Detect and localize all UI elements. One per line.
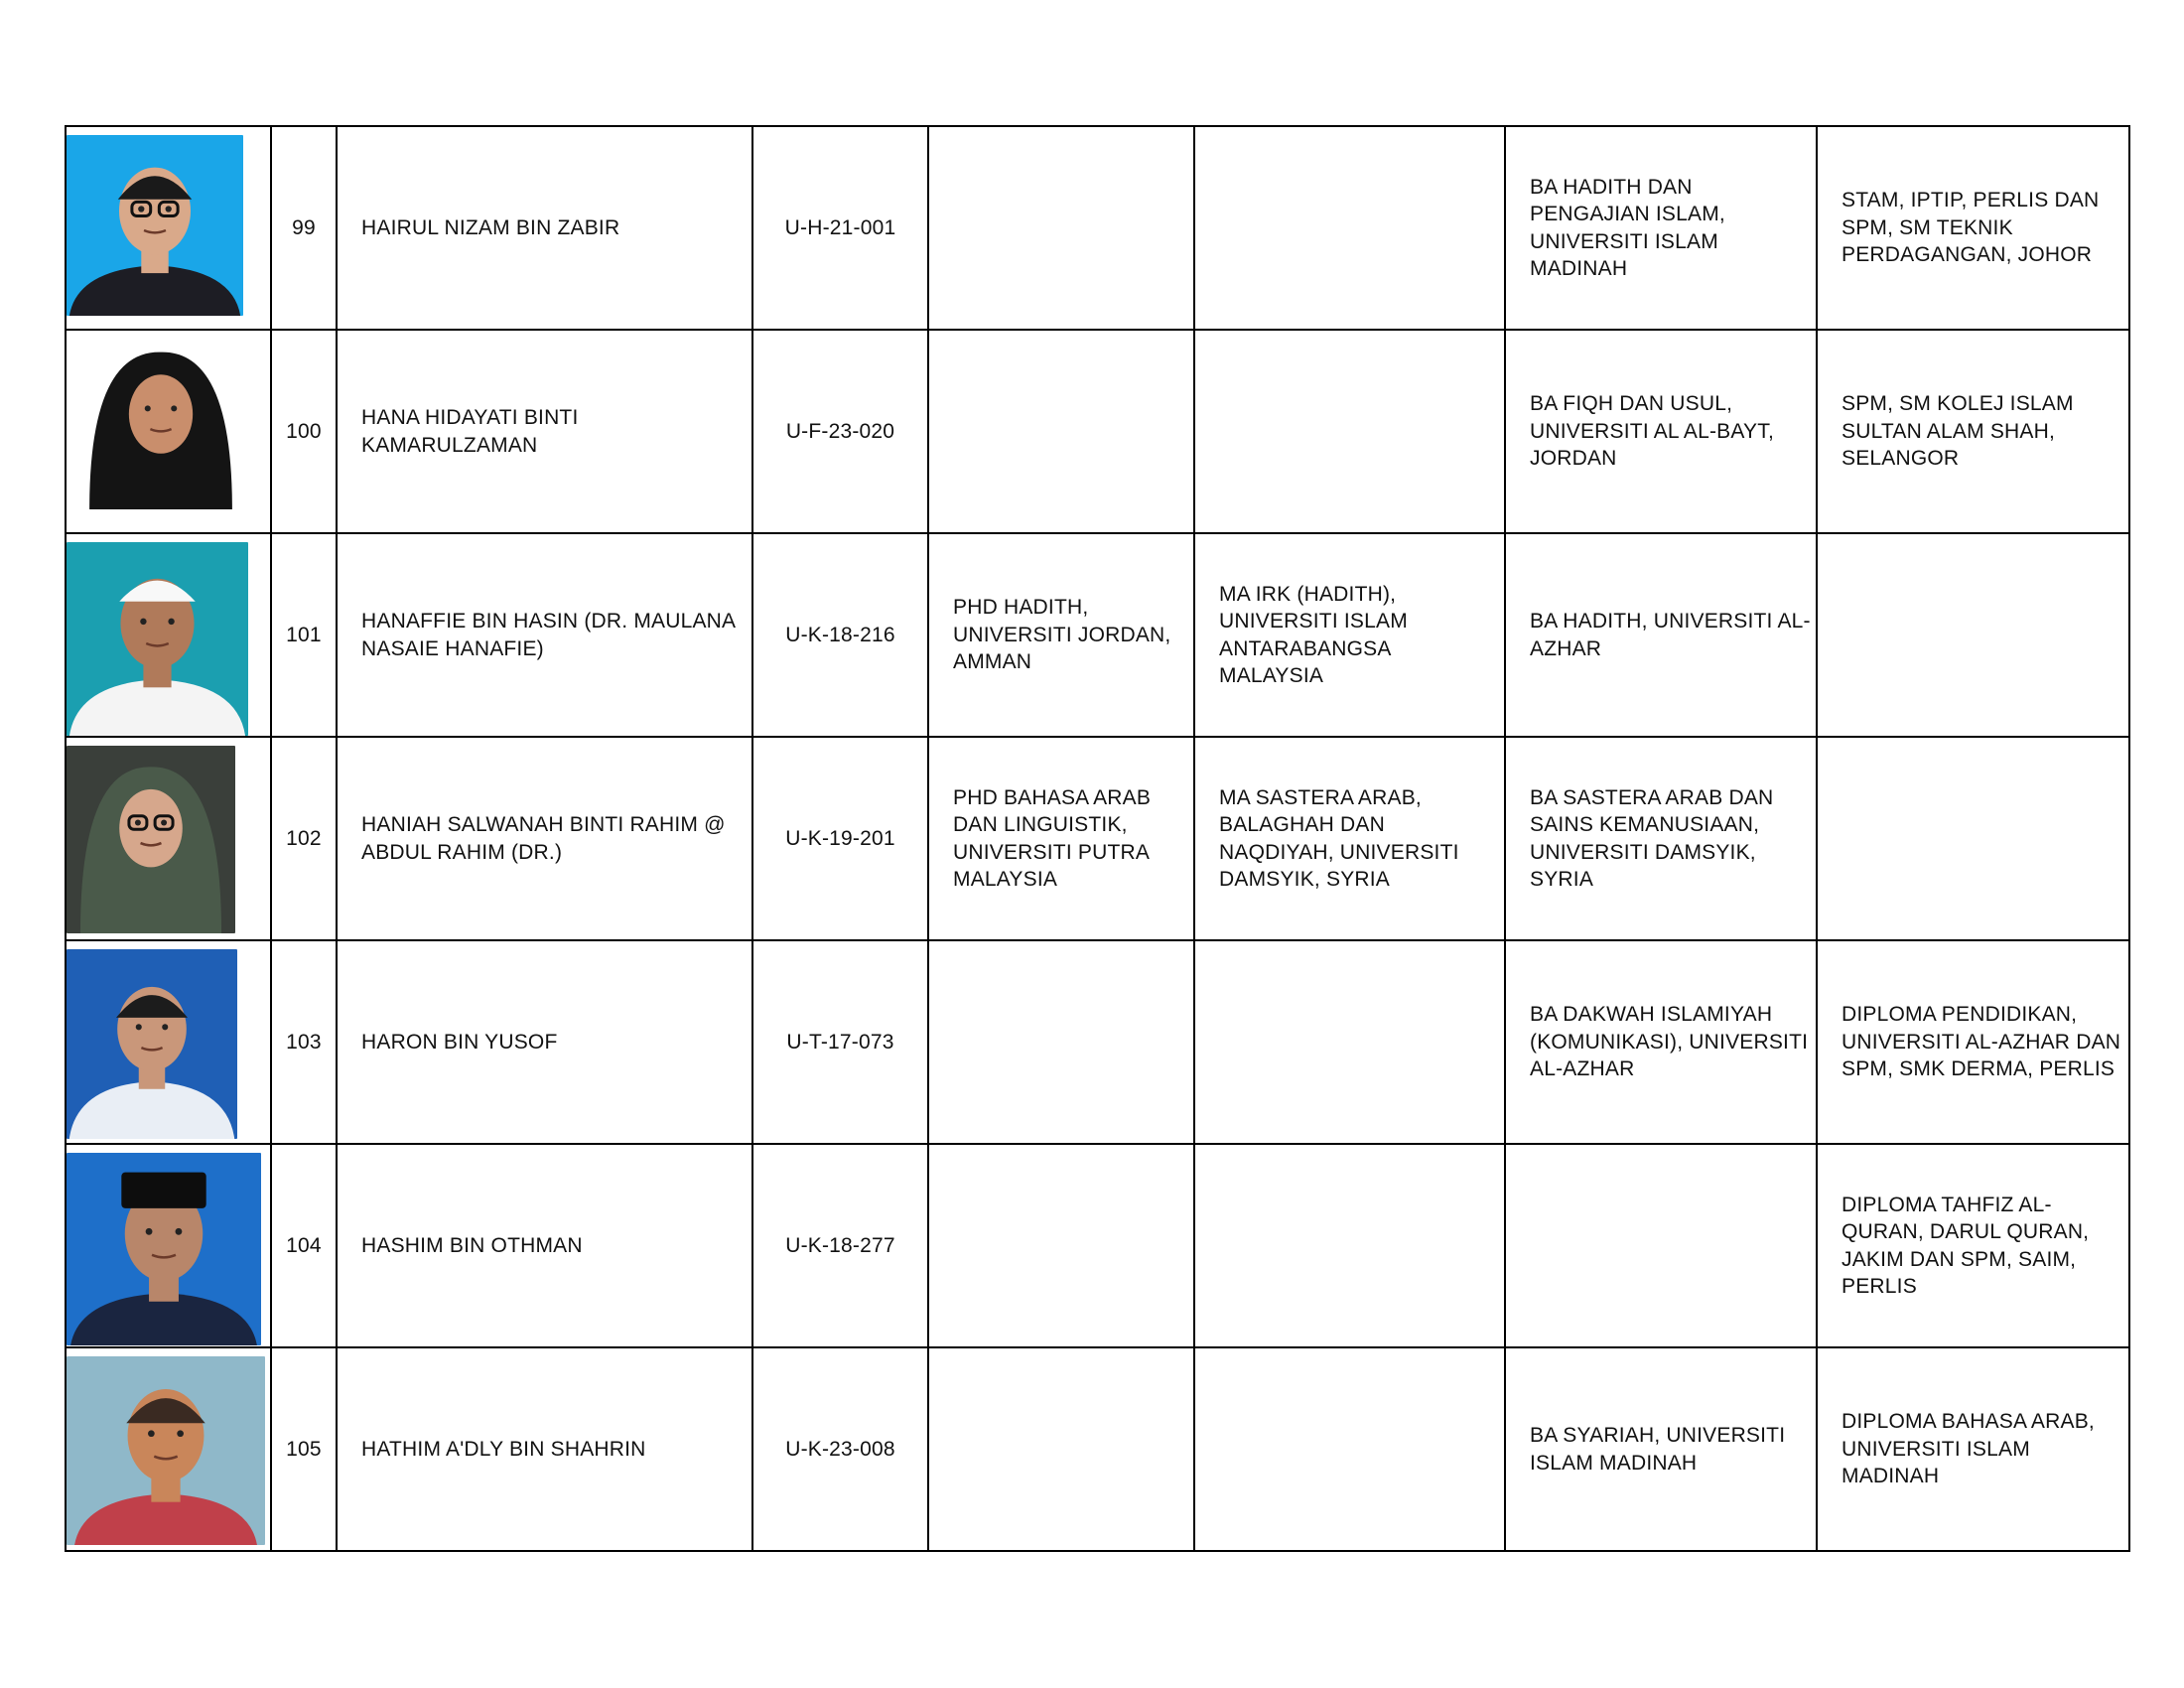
portrait-man-colorful-icon (67, 1356, 265, 1545)
other-qualification: DIPLOMA BAHASA ARAB, UNIVERSITI ISLAM MADINAH (1817, 1347, 2129, 1551)
row-number: 101 (271, 533, 337, 737)
staff-name: HASHIM BIN OTHMAN (337, 1144, 752, 1347)
table-row (66, 1144, 2129, 1347)
portrait-man-songkok-icon (67, 1153, 261, 1345)
other-qualification: STAM, IPTIP, PERLIS DAN SPM, SM TEKNIK PERDAGANGAN, JOHOR (1817, 126, 2129, 330)
row-number: 99 (271, 126, 337, 330)
phd-qualification: PHD HADITH, UNIVERSITI JORDAN, AMMAN (928, 533, 1194, 737)
phd-qualification: PHD BAHASA ARAB DAN LINGUISTIK, UNIVERSITI PUTRA MALAYSIA (928, 737, 1194, 940)
ma-qualification: MA IRK (HADITH), UNIVERSITI ISLAM ANTARABANGSA MALAYSIA (1194, 533, 1505, 737)
ba-qualification: BA FIQH DAN USUL, UNIVERSITI AL AL-BAYT, JORDAN (1505, 330, 1817, 533)
other-qualification (1817, 533, 2129, 737)
photo-cell (66, 737, 271, 940)
portrait-man-white-shirt-icon (67, 949, 237, 1139)
other-qualification: DIPLOMA PENDIDIKAN, UNIVERSITI AL-AZHAR DAN SPM, SMK DERMA, PERLIS (1817, 940, 2129, 1144)
phd-qualification (928, 1144, 1194, 1347)
staff-name: HANA HIDAYATI BINTI KAMARULZAMAN (337, 330, 752, 533)
ba-qualification: BA HADITH, UNIVERSITI AL-AZHAR (1505, 533, 1817, 737)
row-number: 102 (271, 737, 337, 940)
row-number: 103 (271, 940, 337, 1144)
ma-qualification: MA SASTERA ARAB, BALAGHAH DAN NAQDIYAH, UNIVERSITI DAMSYIK, SYRIA (1194, 737, 1505, 940)
photo-cell (66, 1347, 271, 1551)
ba-qualification: BA SASTERA ARAB DAN SAINS KEMANUSIAAN, UNIVERSITI DAMSYIK, SYRIA (1505, 737, 1817, 940)
table-row (66, 1347, 2129, 1551)
photo-cell (66, 940, 271, 1144)
table-row (66, 126, 2129, 330)
registration-code: U-K-18-216 (752, 533, 928, 737)
registration-code: U-K-18-277 (752, 1144, 928, 1347)
ba-qualification: BA HADITH DAN PENGAJIAN ISLAM, UNIVERSITI ISLAM MADINAH (1505, 126, 1817, 330)
photo-cell (66, 1144, 271, 1347)
staff-qualification-table (65, 125, 2130, 1552)
ba-qualification (1505, 1144, 1817, 1347)
portrait-woman-hijab-icon (67, 339, 255, 509)
staff-name: HANAFFIE BIN HASIN (DR. MAULANA NASAIE HANAFIE) (337, 533, 752, 737)
portrait-man-glasses-icon (67, 135, 243, 316)
staff-name: HAIRUL NIZAM BIN ZABIR (337, 126, 752, 330)
ma-qualification (1194, 126, 1505, 330)
ma-qualification (1194, 1144, 1505, 1347)
registration-code: U-F-23-020 (752, 330, 928, 533)
table-row (66, 737, 2129, 940)
row-number: 100 (271, 330, 337, 533)
phd-qualification (928, 940, 1194, 1144)
registration-code: U-K-23-008 (752, 1347, 928, 1551)
photo-cell (66, 533, 271, 737)
row-number: 104 (271, 1144, 337, 1347)
registration-code: U-H-21-001 (752, 126, 928, 330)
staff-name: HANIAH SALWANAH BINTI RAHIM @ ABDUL RAHIM (DR.) (337, 737, 752, 940)
table-row (66, 330, 2129, 533)
phd-qualification (928, 1347, 1194, 1551)
portrait-man-white-cap-icon (67, 542, 248, 736)
ma-qualification (1194, 1347, 1505, 1551)
ba-qualification: BA DAKWAH ISLAMIYAH (KOMUNIKASI), UNIVERSITI AL-AZHAR (1505, 940, 1817, 1144)
registration-code: U-K-19-201 (752, 737, 928, 940)
table-row (66, 533, 2129, 737)
portrait-woman-hijab-glasses-icon (67, 746, 235, 933)
other-qualification: SPM, SM KOLEJ ISLAM SULTAN ALAM SHAH, SELANGOR (1817, 330, 2129, 533)
photo-cell (66, 126, 271, 330)
photo-cell (66, 330, 271, 533)
ba-qualification: BA SYARIAH, UNIVERSITI ISLAM MADINAH (1505, 1347, 1817, 1551)
registration-code: U-T-17-073 (752, 940, 928, 1144)
table-row (66, 940, 2129, 1144)
row-number: 105 (271, 1347, 337, 1551)
phd-qualification (928, 126, 1194, 330)
other-qualification: DIPLOMA TAHFIZ AL-QURAN, DARUL QURAN, JAKIM DAN SPM, SAIM, PERLIS (1817, 1144, 2129, 1347)
other-qualification (1817, 737, 2129, 940)
staff-name: HARON BIN YUSOF (337, 940, 752, 1144)
staff-name: HATHIM A'DLY BIN SHAHRIN (337, 1347, 752, 1551)
ma-qualification (1194, 330, 1505, 533)
ma-qualification (1194, 940, 1505, 1144)
phd-qualification (928, 330, 1194, 533)
